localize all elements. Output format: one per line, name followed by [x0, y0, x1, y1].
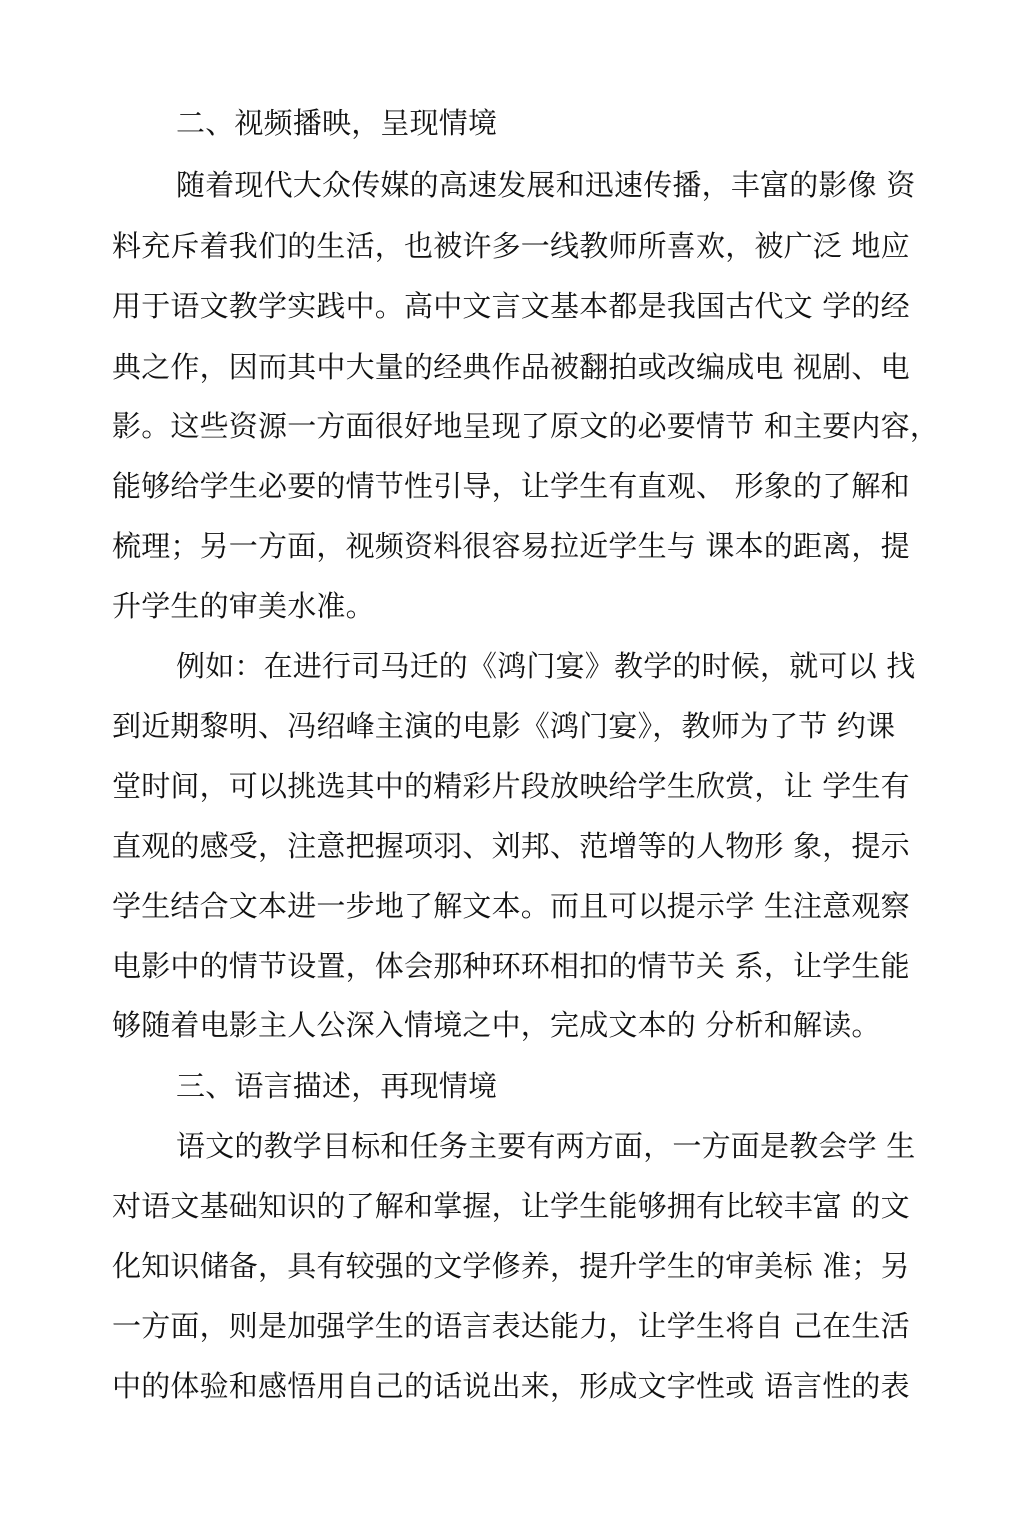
paragraph-line: 堂时间，可以挑选其中的精彩片段放映给学生欣赏，让 学生有	[112, 769, 910, 803]
paragraph-line: 够随着电影主人公深入情境之中，完成文本的 分析和解读。	[112, 1008, 881, 1042]
paragraph-line: 对语文基础知识的了解和掌握，让学生能够拥有比较丰富 的文	[112, 1189, 910, 1223]
paragraph-line: 语文的教学目标和任务主要有两方面，一方面是教会学 生	[176, 1129, 916, 1163]
paragraph-line: 例如：在进行司马迁的《鸿门宴》教学的时候，就可以 找	[176, 649, 916, 683]
paragraph-line: 料充斥着我们的生活，也被许多一线教师所喜欢，被广泛 地应	[112, 229, 910, 263]
paragraph-line: 能够给学生必要的情节性引导，让学生有直观、 形象的了解和	[112, 469, 910, 503]
paragraph-line: 化知识储备，具有较强的文学修养，提升学生的审美标 准；另	[112, 1249, 910, 1283]
paragraph-line: 直观的感受，注意把握项羽、刘邦、范增等的人物形 象，提示	[112, 829, 910, 863]
paragraph-line: 一方面，则是加强学生的语言表达能力，让学生将自 己在生活	[112, 1309, 910, 1343]
section-heading-3: 三、语言描述，再现情境	[176, 1069, 498, 1103]
paragraph-line: 随着现代大众传媒的高速发展和迅速传播，丰富的影像 资	[176, 168, 916, 202]
paragraph-line: 电影中的情节设置，体会那种环环相扣的情节关 系，让学生能	[112, 949, 910, 983]
paragraph-line: 中的体验和感悟用自己的话说出来，形成文字性或 语言性的表	[112, 1369, 910, 1403]
paragraph-line: 升学生的审美水准。	[112, 589, 375, 623]
paragraph-line: 影。这些资源一方面很好地呈现了原文的必要情节 和主要内容，	[112, 409, 940, 443]
paragraph-line: 学生结合文本进一步地了解文本。而且可以提示学 生注意观察	[112, 889, 910, 923]
paragraph-line: 到近期黎明、冯绍峰主演的电影《鸿门宴》，教师为了节 约课	[112, 709, 896, 743]
paragraph-line: 典之作，因而其中大量的经典作品被翻拍或改编成电 视剧、电	[112, 350, 910, 384]
paragraph-line: 用于语文教学实践中。高中文言文基本都是我国古代文 学的经	[112, 289, 910, 323]
paragraph-line: 梳理；另一方面，视频资料很容易拉近学生与 课本的距离，提	[112, 529, 910, 563]
section-heading-2: 二、视频播映，呈现情境	[176, 106, 498, 140]
